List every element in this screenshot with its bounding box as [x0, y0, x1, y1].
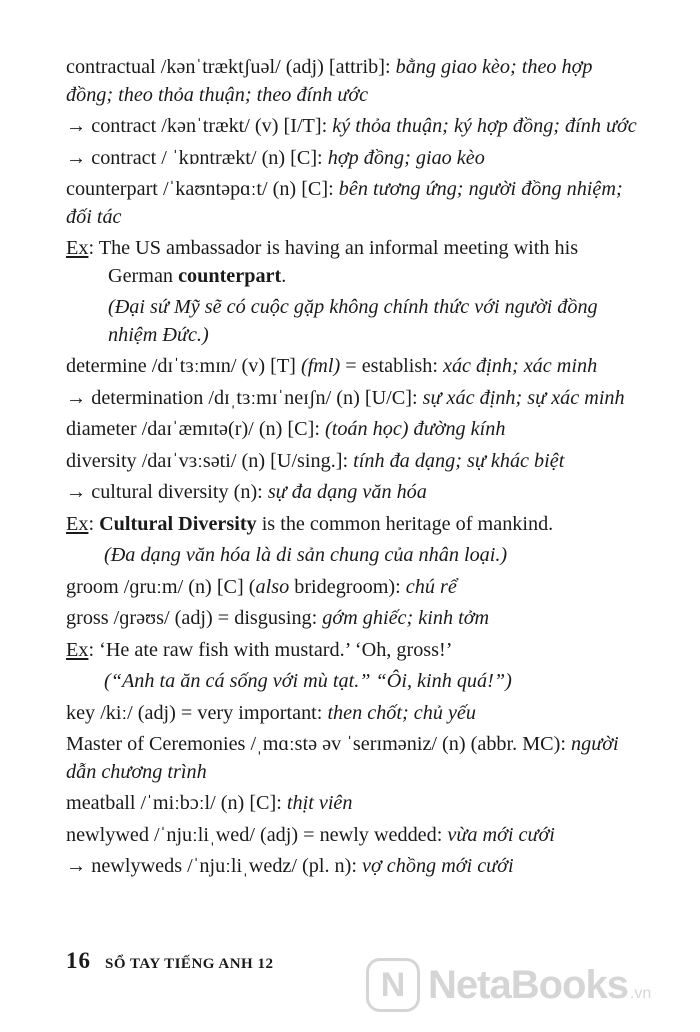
entry-headword: newlywed /ˈnjuːliˌwed/ (adj) = newly wedded:	[66, 823, 448, 846]
entry-headword: diversity /daɪˈvɜːsəti/ (n) [U/sing.]:	[66, 449, 354, 472]
example-text: ‘He ate raw fish with mustard.’ ‘Oh, gross!’	[99, 638, 453, 661]
example-punct: .	[281, 264, 287, 287]
entry-determine	[66, 353, 638, 381]
example-bold-word: counterpart	[178, 264, 282, 287]
entry-key	[66, 700, 638, 728]
entry-headword: → newlyweds /ˈnjuːliˌwedz/ (pl. n):	[66, 855, 363, 877]
entry-determination	[66, 385, 638, 413]
entry-gross	[66, 605, 638, 633]
entry-headword: counterpart /ˈkaʊntəpɑːt/ (n) [C]:	[66, 178, 339, 200]
entry-meaning: hợp đồng; giao kèo	[327, 146, 485, 169]
entry-synonym: = establish:	[340, 355, 443, 377]
watermark-suffix: .vn	[629, 984, 652, 1002]
entry-headword: meatball /ˈmiːbɔːl/ (n) [C]:	[66, 792, 287, 814]
entry-meaning: sự xác định; sự xác minh	[422, 386, 625, 409]
page-footer	[66, 948, 273, 974]
example-label: Ex	[66, 638, 89, 661]
entry-variant: bridegroom):	[289, 575, 406, 598]
entry-meaning: vừa mới cưới	[447, 823, 555, 846]
entry-headword: → contract /kənˈtrækt/ (v) [I/T]:	[66, 115, 333, 137]
entry-meatball	[66, 790, 638, 818]
entry-cultural-diversity	[66, 479, 638, 507]
dictionary-page	[66, 54, 638, 885]
entry-headword: → contract / ˈkɒntrækt/ (n) [C]:	[66, 146, 328, 169]
entry-contract-noun	[66, 145, 638, 173]
example-text: The US ambassador is having an informal meeting with his German	[98, 237, 579, 287]
entry-meaning: bằng giao kèo; theo hợp đồng; theo thỏa thuận; theo đính ước	[66, 56, 593, 106]
example-translation: (“Anh ta ăn cá sống với mù tạt.” “Ôi, kinh quá!”)	[104, 670, 512, 692]
example-label: Ex	[66, 512, 89, 535]
entry-newlyweds	[66, 853, 638, 881]
entry-headword: → cultural diversity (n):	[66, 481, 268, 503]
entry-master-of-ceremonies	[66, 731, 638, 786]
watermark	[366, 958, 651, 1012]
register-label: (fml)	[300, 355, 341, 377]
example-translation: (Đại sứ Mỹ sẽ có cuộc gặp không chính thức với người đồng nhiệm Đức.)	[108, 296, 598, 346]
book-title: SỔ TAY TIẾNG ANH 12	[105, 956, 274, 972]
entry-meaning: vợ chồng mới cưới	[362, 855, 514, 877]
entry-meaning: ký thỏa thuận; ký hợp đồng; đính ước	[332, 115, 637, 137]
example-counterpart: Ex: The US ambassador is having an informal meeting with his German counterpart.	[66, 237, 579, 287]
also-label: also	[255, 575, 290, 598]
netabooks-logo-icon: N	[366, 958, 420, 1012]
entry-meaning: thịt viên	[286, 792, 353, 814]
entry-meaning: tính đa dạng; sự khác biệt	[353, 449, 565, 472]
example-translation: (Đa dạng văn hóa là di sản chung của nhân loại.)	[104, 544, 508, 566]
entry-meaning: xác định; xác minh	[443, 355, 598, 377]
entry-contractual	[66, 54, 638, 109]
entry-headword: groom /ɡruːm/ (n) [C] (	[66, 575, 256, 598]
entry-meaning: then chốt; chủ yếu	[327, 701, 476, 724]
example-bold-word: Cultural Diversity	[99, 512, 257, 535]
entry-diameter	[66, 416, 638, 444]
entry-diversity	[66, 448, 638, 476]
entry-headword: diameter /daɪˈæmɪtə(r)/ (n) [C]:	[66, 418, 325, 440]
entry-headword: determine /dɪˈtɜːmɪn/ (v) [T]	[66, 355, 301, 377]
entry-meaning: chú rể	[405, 575, 457, 598]
watermark-brand: NetaBooks	[428, 962, 628, 1007]
entry-headword: gross /ɡrəʊs/ (adj) = disgusing:	[66, 607, 323, 629]
entry-headword: Master of Ceremonies /ˌmɑːstə əv ˈserɪməniz/ (n) (abbr. MC):	[66, 733, 572, 755]
entry-meaning: sự đa dạng văn hóa	[267, 481, 427, 503]
entry-headword: contractual /kənˈtræktʃuəl/ (adj) [attrib]:	[66, 56, 396, 78]
entry-counterpart	[66, 176, 638, 231]
entry-headword: key /kiː/ (adj) = very important:	[66, 701, 328, 724]
entry-meaning: gớm ghiếc; kinh tởm	[322, 607, 490, 629]
entry-groom	[66, 574, 638, 602]
page-number: 16	[66, 948, 91, 973]
example-gross: Ex: ‘He ate raw fish with mustard.’ ‘Oh, gross!’	[66, 638, 453, 661]
entry-headword: → determination /dɪˌtɜːmɪˈneɪʃn/ (n) [U/C]:	[66, 386, 423, 409]
watermark-name	[428, 963, 651, 1008]
entry-meaning: (toán học) đường kính	[324, 418, 506, 440]
entry-meaning: người dẫn chương trình	[66, 733, 619, 783]
example-cultural-diversity: Ex: Cultural Diversity is the common heritage of mankind.	[66, 512, 554, 535]
example-label: Ex	[66, 237, 89, 259]
example-text: is the common heritage of mankind.	[256, 512, 554, 535]
entry-contract-verb	[66, 113, 638, 141]
entry-newlywed	[66, 822, 638, 850]
entry-meaning: bên tương ứng; người đồng nhiệm; đối tác	[66, 178, 623, 228]
